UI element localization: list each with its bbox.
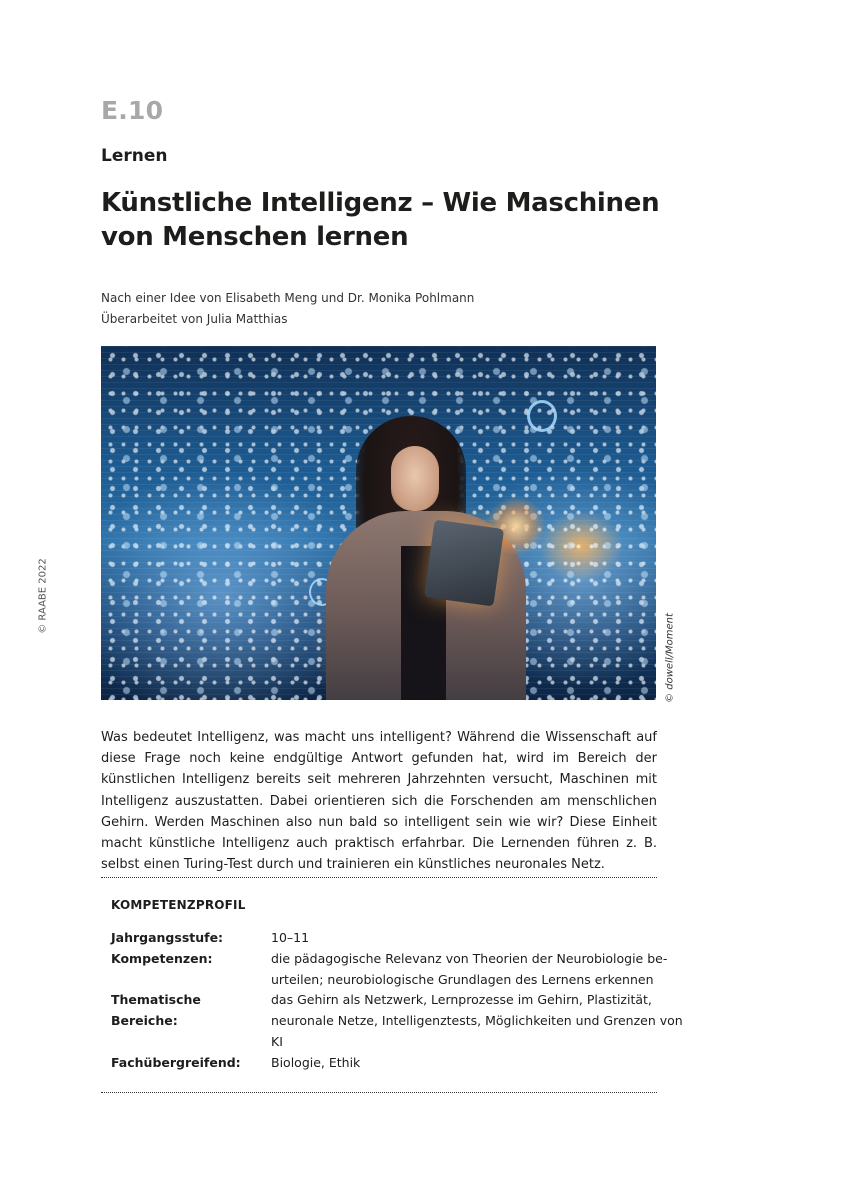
profile-row-interdisciplinary — [111, 1053, 647, 1074]
profile-label: Jahrgangsstufe: — [111, 930, 224, 945]
intro-paragraph: Was bedeutet Intelligenz, was macht uns intelligent? Während die Wissenschaft auf diese Frage noch keine endgültige Antwort gefunden hat, wird im Bereich der künstlichen Intelligenz bereits seit mehreren Jahrzehnten versucht, Maschinen mit Intelligenz auszustatten. Dabei orientieren sich die Forschenden am menschlichen Gehirn. Werden Maschinen also nun bald so intelligent sein wie wir? Diese Einheit macht künstliche Intelligenz auch praktisch erfahrbar. Die Lernenden führen z. B. selbst einen Turing-Test durch und trainieren ein künstliches neuronales Netz. — [101, 730, 657, 873]
profile-row-competences — [111, 949, 668, 991]
tablet-device — [424, 520, 504, 607]
profile-value — [271, 949, 667, 991]
unit-code: E.10 — [101, 96, 164, 125]
profile-value — [271, 1053, 647, 1074]
publisher-copyright: © RAABE 2022 — [37, 558, 49, 634]
profile-label: Kompetenzen: — [111, 950, 213, 966]
profile-value-line: die pädagogische Relevanz von Theorien der Neurobiologie be- — [271, 950, 668, 966]
profile-label: Thematische Bereiche: — [111, 992, 201, 1029]
category-label: Lernen — [101, 146, 168, 166]
profile-value-line: neuronale Netze, Intelligenztests, Möglichkeiten und Grenzen von — [271, 1013, 683, 1029]
hud-ring-icon — [527, 400, 557, 432]
idea-credit: Nach einer Idee von Elisabeth Meng und Dr. Monika Pohlmann — [101, 291, 475, 305]
profile-heading: KOMPETENZPROFIL — [111, 898, 246, 912]
profile-value-line: Biologie, Ethik — [271, 1054, 361, 1070]
profile-value — [271, 990, 683, 1052]
revision-credit: Überarbeitet von Julia Matthias — [101, 312, 288, 326]
author-credits — [101, 288, 474, 330]
profile-row-topics — [111, 990, 683, 1052]
competence-profile — [101, 877, 683, 1093]
photo-credit: © dowell/Moment — [664, 613, 676, 703]
profile-value-line: urteilen; neurobiologische Grundlagen des Lernens erkennen — [271, 971, 654, 987]
profile-label: Fachübergreifend: — [111, 1054, 241, 1070]
page-title: Künstliche Intelligenz – Wie Maschinen von Menschen lernen — [101, 188, 660, 252]
profile-row-grade — [111, 928, 647, 949]
person-face — [391, 446, 439, 511]
profile-value — [271, 928, 647, 949]
hero-image — [101, 346, 656, 700]
profile-value-line: das Gehirn als Netzwerk, Lernprozesse im Gehirn, Plastizität, — [271, 992, 652, 1008]
profile-value-line: KI — [271, 1033, 283, 1049]
profile-value-line: 10–11 — [271, 930, 310, 945]
